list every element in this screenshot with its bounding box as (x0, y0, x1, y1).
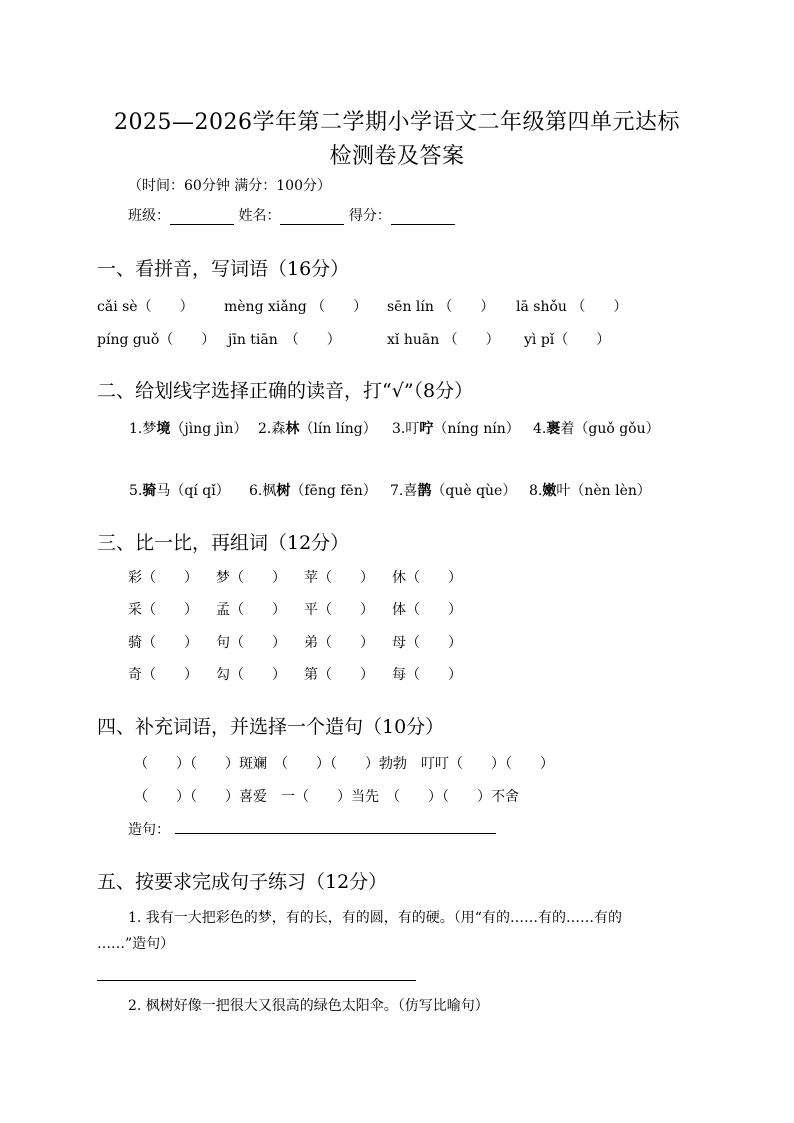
section-1-title: 一、看拼音，写词语（16分） (97, 258, 350, 280)
reading-item: 8.嫩叶（nèn lèn） (529, 483, 651, 499)
word-group-item: 彩（ ） (128, 570, 198, 586)
reading-item: 3.叮咛（níng nín） (392, 421, 520, 437)
reading-item: 2.森林（lín líng） (258, 421, 377, 437)
reading-item: 4.裹着（guǒ gǒu） (533, 421, 660, 437)
score-label: 得分： (348, 208, 391, 224)
sentence-label: 造句： (128, 822, 170, 838)
class-blank[interactable] (170, 208, 234, 225)
answer-line-1[interactable] (97, 980, 416, 981)
word-group-item: 平（ ） (304, 602, 374, 618)
class-label: 班级： (128, 208, 170, 224)
section-4-title: 四、补充词语，并选择一个造句（10分） (97, 716, 445, 738)
word-group-item: 体（ ） (392, 602, 462, 618)
idiom-line: （ ）（ ）斑斓 （ ）（ ）勃勃 叮叮（ ）（ ） (134, 756, 554, 772)
reading-item: 1.梦境（jìng jìn） (129, 421, 248, 437)
word-group-item: 梦（ ） (216, 570, 286, 586)
word-group-item: 勾（ ） (216, 667, 286, 683)
pinyin-item: jīn tiān （ ） (228, 332, 341, 348)
page-subtitle: 检测卷及答案 (329, 144, 465, 169)
question-1-text-cont: ……”造句） (97, 936, 175, 952)
question-2-text: 2. 枫树好像一把很大又很高的绿色太阳伞。（仿写比喻句） (128, 998, 489, 1014)
word-group-item: 奇（ ） (128, 667, 198, 683)
pinyin-item: mèng xiǎng （ ） (224, 299, 368, 315)
word-group-item: 骑（ ） (128, 635, 198, 651)
word-group-item: 第（ ） (304, 667, 374, 683)
time-info: （时间：60分钟 满分：100分） (128, 178, 331, 194)
pinyin-item: lā shǒu （ ） (516, 299, 628, 315)
word-group-item: 采（ ） (128, 602, 198, 618)
pinyin-item: sēn lín （ ） (387, 299, 495, 315)
section-5-title: 五、按要求完成句子练习（12分） (97, 871, 388, 893)
word-group-item: 句（ ） (216, 635, 286, 651)
student-info-row (128, 205, 455, 225)
pinyin-item: cǎi sè（ ） (97, 299, 194, 315)
section-2-title: 二、给划线字选择正确的读音，打“√”（8分） (97, 380, 474, 402)
question-1-text: 1. 我有一大把彩色的梦，有的长，有的圆，有的硬。（用“有的……有的……有的 (128, 910, 622, 926)
word-group-item: 母（ ） (392, 635, 462, 651)
word-group-item: 孟（ ） (216, 602, 286, 618)
section-3-title: 三、比一比，再组词（12分） (97, 532, 350, 554)
pinyin-item: píng guǒ（ ） (97, 332, 216, 348)
reading-item: 6.枫树（fēng fēn） (249, 483, 377, 499)
name-blank[interactable] (280, 208, 344, 225)
word-group-item: 苹（ ） (304, 570, 374, 586)
word-group-item: 每（ ） (392, 667, 462, 683)
score-blank[interactable] (391, 208, 455, 225)
reading-item: 7.喜鹊（què qùe） (390, 483, 517, 499)
page-title: 2025—2026学年第二学期小学语文二年级第四单元达标 (114, 110, 680, 135)
word-group-item: 休（ ） (392, 570, 462, 586)
reading-item: 5.骑马（qí qǐ） (129, 483, 230, 499)
word-group-item: 弟（ ） (304, 635, 374, 651)
sentence-answer-line[interactable] (175, 833, 496, 834)
pinyin-item: yì pǐ（ ） (524, 332, 611, 348)
pinyin-item: xǐ huān （ ） (387, 332, 500, 348)
name-label: 姓名： (238, 208, 281, 224)
idiom-line: （ ）（ ）喜爱 一（ ）当先 （ ）（ ）不舍 (134, 789, 519, 805)
